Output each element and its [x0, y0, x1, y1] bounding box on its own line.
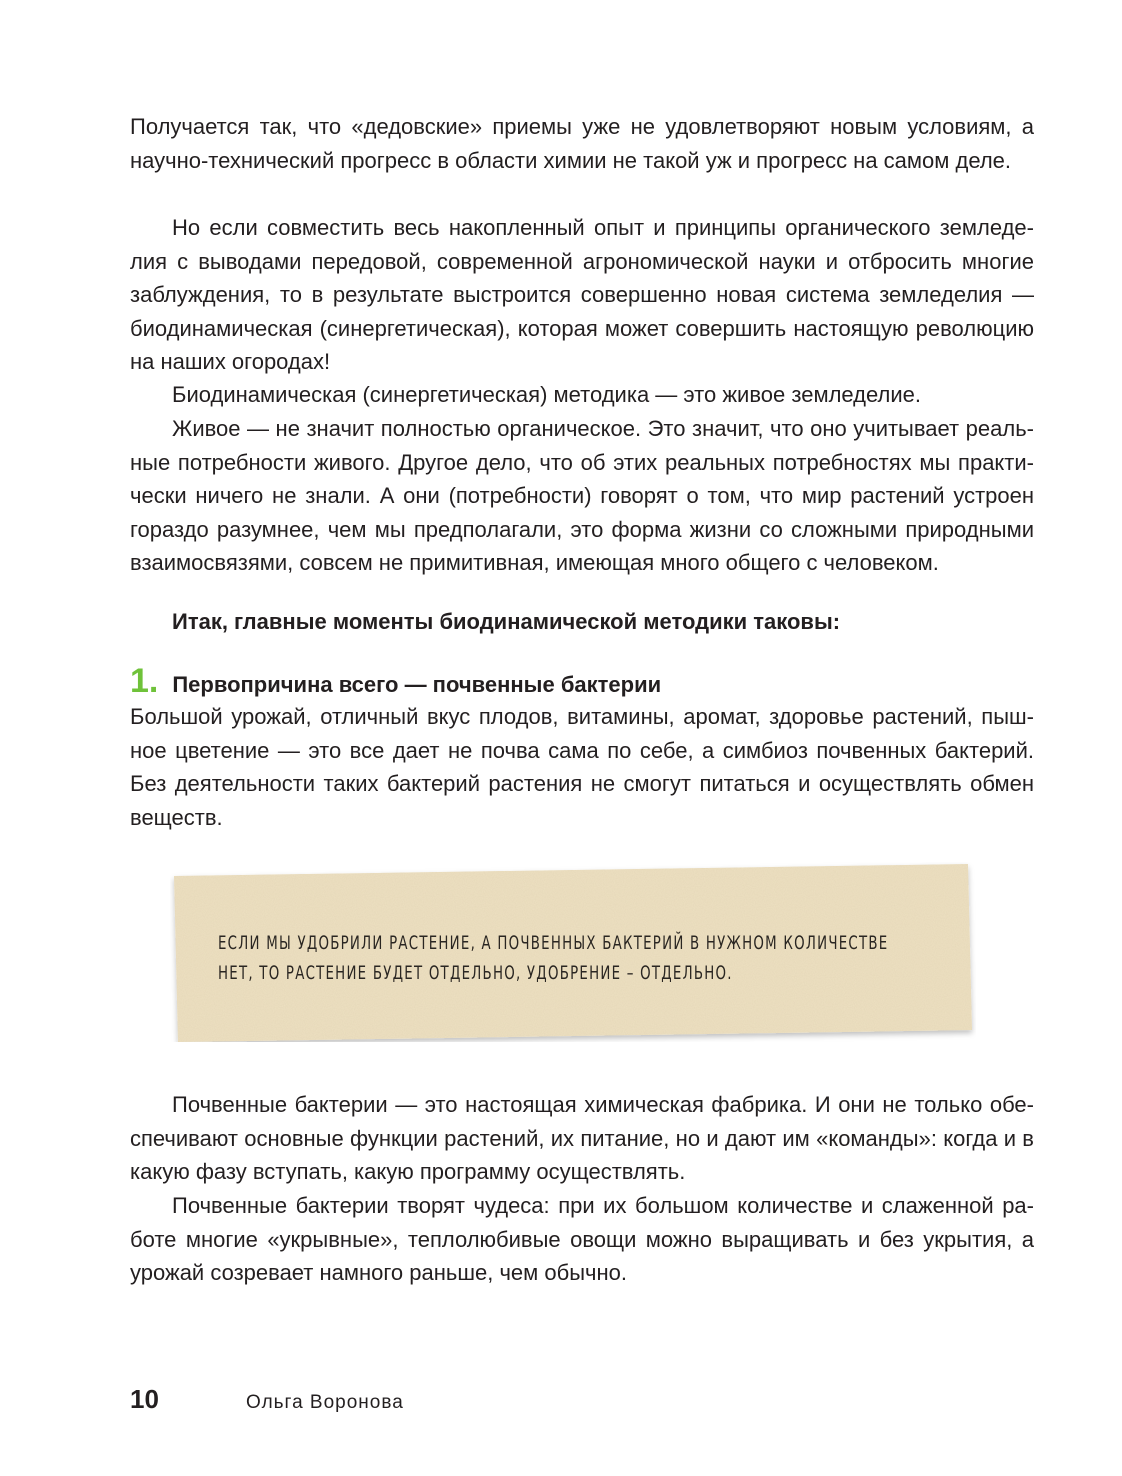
paragraph-intro-2: Но если совместить весь накопленный опыт и принципы органического земледелия с выводами передовой, современной агрономической науки и отбросить многие заблуждения, то в результате выстроится совершенно новая система земледелия — биодинамическая (синергетическая), которая может совершить настоящую революцию на наших огородах!	[130, 215, 1034, 374]
section-1-title: Первопричина всего — почвенные бактерии	[172, 672, 662, 697]
paragraph-intro-3: Биодинамическая (синергетическая) методика — это живое земледелие.	[172, 382, 921, 407]
paragraph-outro-2: Почвенные бактерии творят чудеса: при их большом количестве и слаженной работе многие «укрывные», теплолюбивые овощи можно выращивать и без укрытия, а урожай созревает намного раньше, чем обычно.	[130, 1193, 1034, 1285]
paragraph-intro-4: Живое — не значит полностью органическое. Это значит, что оно учитывает реальные потребности живого. Другое дело, что об этих реальных потребностях мы практически ничего не знали. А они (потребности) говорят о том, что мир растений устроен гораздо разумнее, чем мы предполагали, это форма жизни со сложными природными взаимосвязями, совсем не примитивная, имеющая много общего с человеком.	[130, 416, 1034, 575]
lead-heading: Итак, главные моменты биодинамической методики таковы:	[172, 609, 841, 634]
page-number: 10	[130, 1384, 159, 1414]
note-paper-callout	[170, 862, 976, 1042]
section-1-text: Большой урожай, отличный вкус плодов, витамины, аромат, здоровье растений, пышное цветение — это все дает не почва сама по себе, а симбиоз почвенных бактерий. Без деятельности таких бактерий растения не смогут питаться и осуществлять обмен веществ.	[130, 704, 1034, 830]
note-line-1: ЕСЛИ МЫ УДОБРИЛИ РАСТЕНИЕ, А ПОЧВЕННЫХ БАКТЕРИЙ В НУЖНОМ КОЛИЧЕСТВЕ	[218, 932, 889, 954]
section-1-number: 1.	[130, 662, 159, 700]
author-name: Ольга Воронова	[246, 1392, 404, 1413]
page-footer	[130, 1384, 404, 1415]
note-line-2: НЕТ, ТО РАСТЕНИЕ БУДЕТ ОТДЕЛЬНО, УДОБРЕНИЕ – ОТДЕЛЬНО.	[218, 962, 733, 984]
section-1-heading	[130, 662, 662, 701]
paragraph-intro-1: Получается так, что «дедовские» приемы уже не удовлетворяют новым условиям, а научно-технический прогресс в области химии не такой уж и прогресс на самом деле.	[130, 114, 1034, 173]
note-text	[218, 928, 889, 988]
paragraph-outro-1: Почвенные бактерии — это настоящая химическая фабрика. И они не только обеспечивают основные функции растений, их питание, но и дают им «команды»: когда и в какую фазу вступать, какую программу осуществлять.	[130, 1092, 1034, 1184]
